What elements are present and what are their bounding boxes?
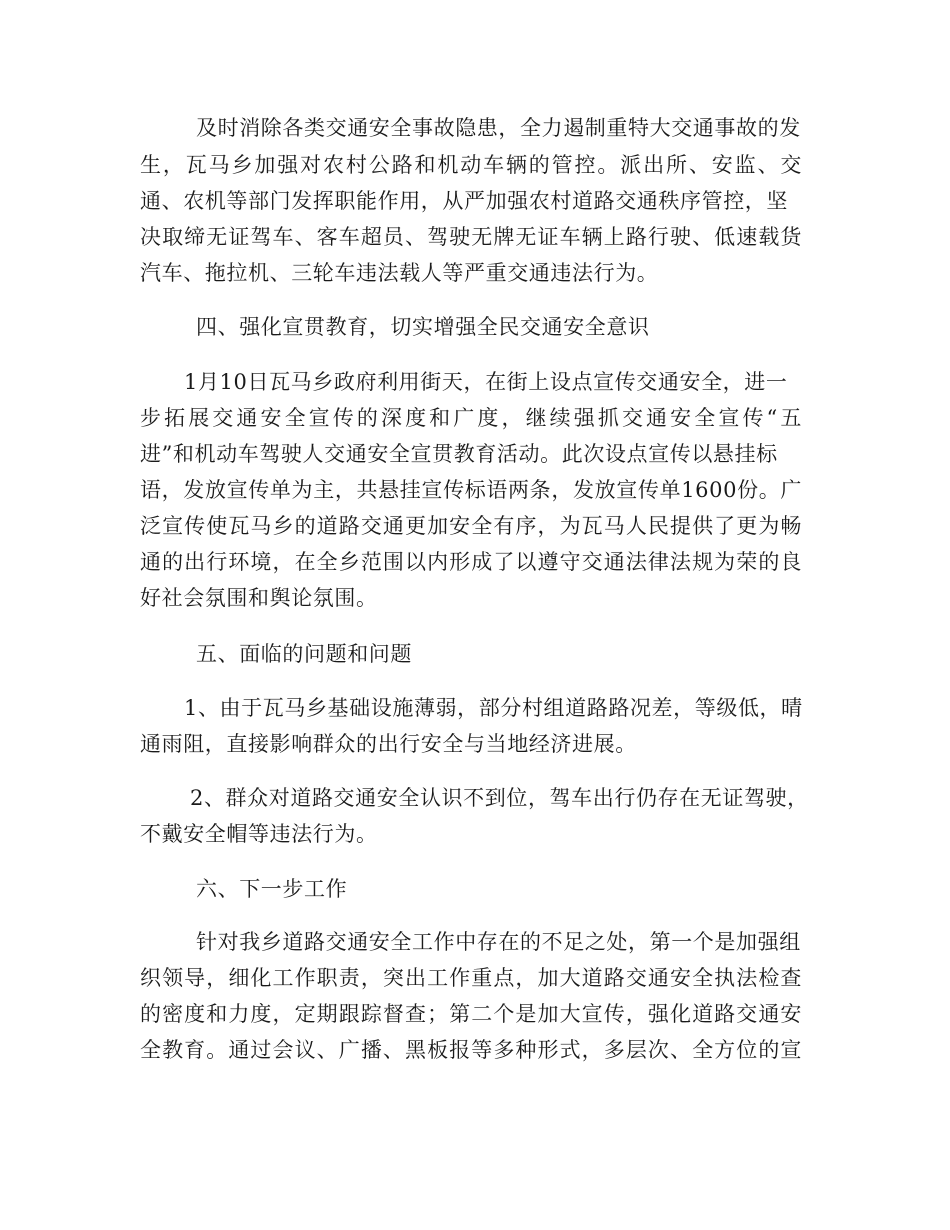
paragraph-line: 汽车、拖拉机、三轮车违法载人等严重交通违法行为。	[140, 261, 659, 285]
paragraph-line: 2、群众对道路交通安全认识不到位，驾车出行仍存在无证驾驶，	[190, 786, 809, 810]
paragraph-line: 决取缔无证驾车、客车超员、驾驶无牌无证车辆上路行驶、低速载货	[140, 225, 802, 249]
paragraph-line: 通的出行环境，在全乡范围以内形成了以遵守交通法律法规为荣的良	[140, 550, 802, 574]
section-heading-4: 四、强化宣贯教育，切实增强全民交通安全意识	[196, 315, 650, 339]
paragraph-line: 生，瓦马乡加强对农村公路和机动车辆的管控。派出所、安监、交	[140, 153, 802, 177]
section-heading-5: 五、面临的问题和问题	[196, 642, 412, 666]
paragraph-line: 1、由于瓦马乡基础设施薄弱，部分村组道路路况差，等级低，晴	[184, 696, 803, 720]
paragraph-line: 步拓展交通安全宣传的深度和广度，继续强抓交通安全宣传“五	[140, 406, 802, 430]
paragraph-line: 针对我乡道路交通安全工作中存在的不足之处，第一个是加强组	[196, 930, 801, 954]
paragraph-line: 织领导，细化工作职责，突出工作重点，加大道路交通安全执法检查	[140, 966, 802, 990]
paragraph-line: 语，发放宣传单为主，共悬挂宣传标语两条，发放宣传单1600份。广	[140, 478, 802, 502]
paragraph-line: 通雨阻，直接影响群众的出行安全与当地经济进展。	[140, 732, 637, 756]
paragraph-line: 好社会氛围和舆论氛围。	[140, 586, 378, 610]
paragraph-line: 不戴安全帽等违法行为。	[140, 822, 378, 846]
section-heading-6: 六、下一步工作	[196, 877, 348, 901]
paragraph-line: 全教育。通过会议、广播、黑板报等多种形式，多层次、全方位的宣	[140, 1038, 802, 1062]
paragraph-line: 及时消除各类交通安全事故隐患，全力遏制重特大交通事故的发	[196, 116, 801, 140]
paragraph-line: 1月10日瓦马乡政府利用街天，在街上设点宣传交通安全，进一	[184, 370, 788, 394]
paragraph-line: 通、农机等部门发挥职能作用，从严加强农村道路交通秩序管控，坚	[140, 189, 788, 213]
paragraph-line: 的密度和力度，定期跟踪督查；第二个是加大宣传，强化道路交通安	[140, 1002, 802, 1026]
paragraph-line: 进”和机动车驾驶人交通安全宣贯教育活动。此次设点宣传以悬挂标	[140, 442, 778, 466]
paragraph-line: 泛宣传使瓦马乡的道路交通更加安全有序，为瓦马人民提供了更为畅	[140, 514, 802, 538]
